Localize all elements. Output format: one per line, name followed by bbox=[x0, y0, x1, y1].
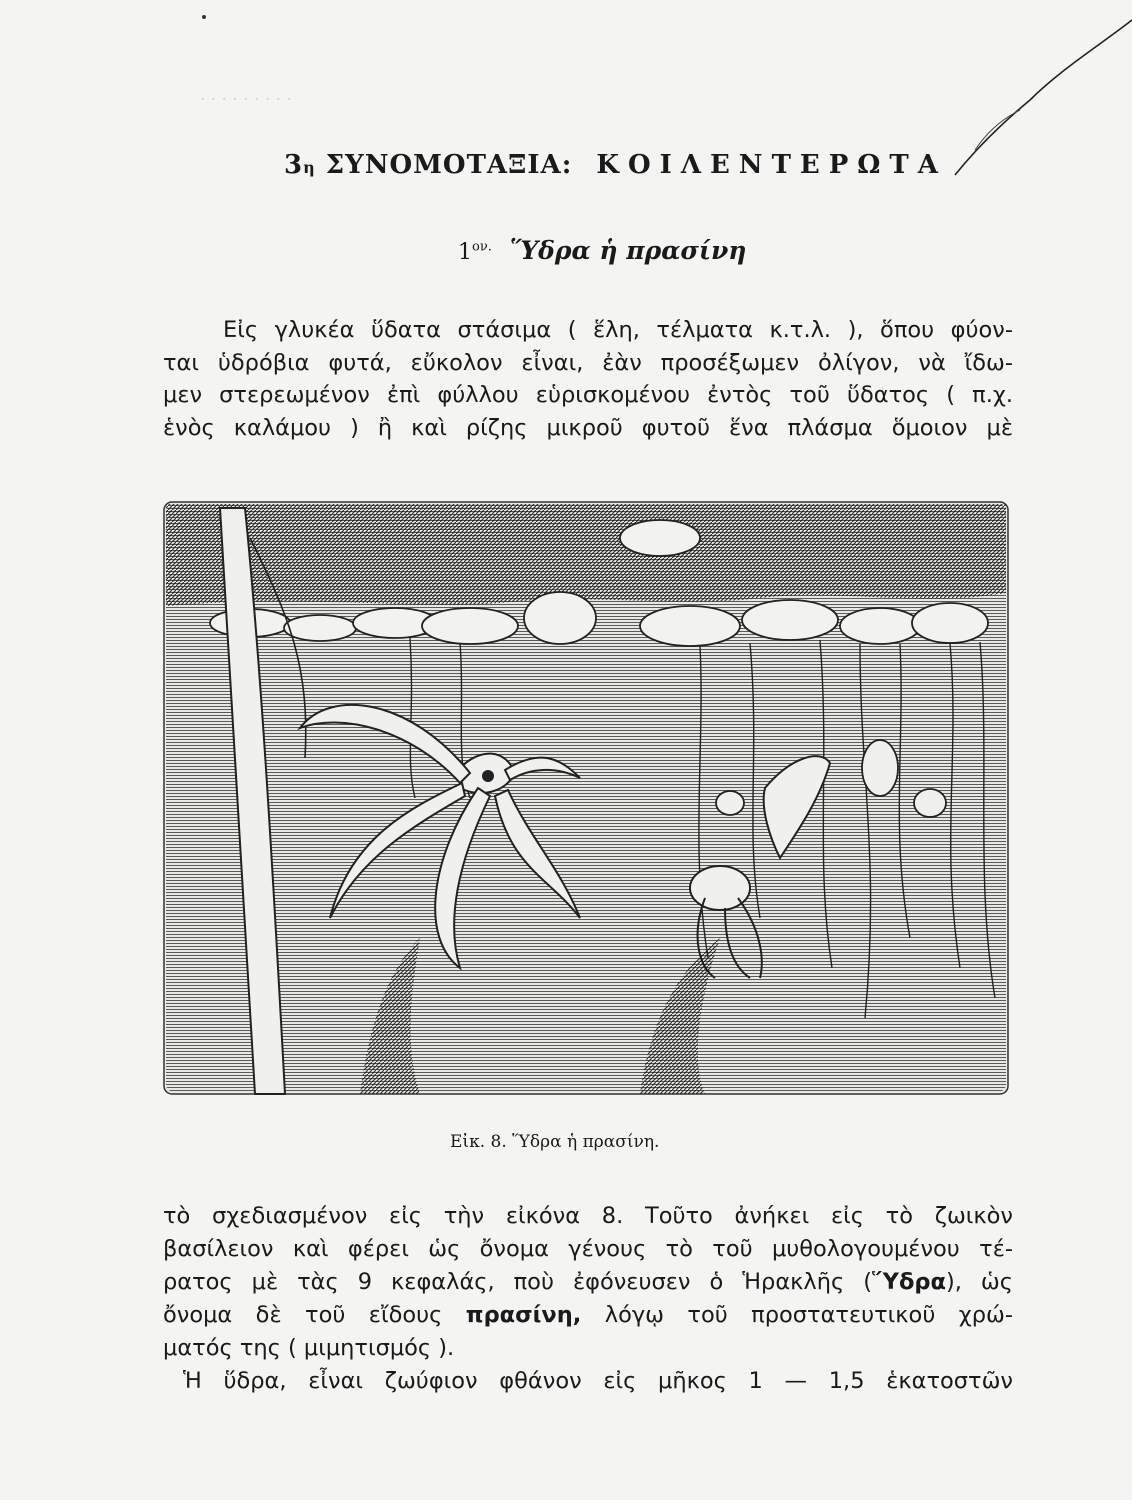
engraving bbox=[160, 498, 1012, 1098]
show-through-text: · · · · · · · · · bbox=[200, 90, 292, 110]
title-sub: η bbox=[303, 158, 316, 177]
section-name: Ὕδρα ἡ πρασίνη bbox=[509, 236, 747, 265]
text-run: λόγῳ τοῦ προστατευτικοῦ χρώ- bbox=[604, 1302, 1014, 1328]
text-line: Ἡ ὕδρα, εἶναι ζωύφιον φθάνον εἰς μῆκος 1 — 1,5 ἑκατοστῶν bbox=[183, 1368, 1013, 1394]
text-line: βασίλειον καὶ φέρει ὡς ὄνομα γένους τὸ τοῦ μυθολογουμένου τέ- bbox=[163, 1236, 1013, 1262]
title-spaced: ΚΟΙΛΕΝΤΕΡΩΤΑ bbox=[596, 150, 947, 180]
text-line: Εἰς γλυκέα ὕδατα στάσιμα ( ἕλη, τέλματα κ.τ.λ. ), ὅπου φύον- bbox=[223, 317, 1013, 343]
text-line: ματός της ( μιμητισμός ). bbox=[163, 1335, 455, 1361]
section-sup: ον. bbox=[472, 239, 492, 255]
text-line: ἑνὸς καλάμου ) ἢ καὶ ρίζης μικροῦ φυτοῦ ἕνα πλάσμα ὅμοιον μὲ bbox=[163, 414, 1013, 441]
paragraph-intro bbox=[163, 314, 1013, 444]
text-line: μεν στερεωμένον ἐπὶ φύλλου εὑρισκομένου ἐντὸς τοῦ ὕδατος ( π.χ. bbox=[163, 382, 1013, 408]
text-line: τὸ σχεδιασμένον εἰς τὴν εἰκόνα 8. Τοῦτο ἀνήκει εἰς τὸ ζωικὸν bbox=[163, 1203, 1013, 1229]
section-heading bbox=[458, 236, 747, 265]
text-run: ὄνομα δὲ τοῦ εἴδους bbox=[163, 1302, 443, 1328]
text-run: ρατος μὲ τὰς 9 κεφαλάς, ποὺ ἐφόνευσεν ὁ Ἡρακλῆς ( bbox=[163, 1269, 872, 1295]
bold-term: πρασίνη, bbox=[465, 1302, 582, 1328]
bold-term: Ὕδρα bbox=[872, 1269, 946, 1295]
title-label: ΣΥΝΟΜΟΤΑΞΙΑ: bbox=[325, 150, 573, 180]
title-number: 3 bbox=[284, 150, 304, 180]
text-line: ται ὑδρόβια φυτά, εὔκολον εἶναι, ἐὰν προσέξωμεν ὀλίγον, νὰ ἴδω- bbox=[163, 349, 1013, 376]
hydra-illustration bbox=[160, 498, 1012, 1098]
section-number: 1 bbox=[458, 240, 472, 265]
pen-scratch bbox=[0, 0, 1132, 260]
text-run: ), ὡς bbox=[946, 1269, 1013, 1295]
figure-caption: Εἰκ. 8. Ὕδρα ἡ πρασίνη. bbox=[450, 1132, 660, 1152]
paragraph-description bbox=[163, 1200, 1013, 1398]
page-title bbox=[284, 150, 947, 180]
text-line bbox=[163, 1266, 1013, 1299]
text-line bbox=[163, 1299, 1013, 1332]
